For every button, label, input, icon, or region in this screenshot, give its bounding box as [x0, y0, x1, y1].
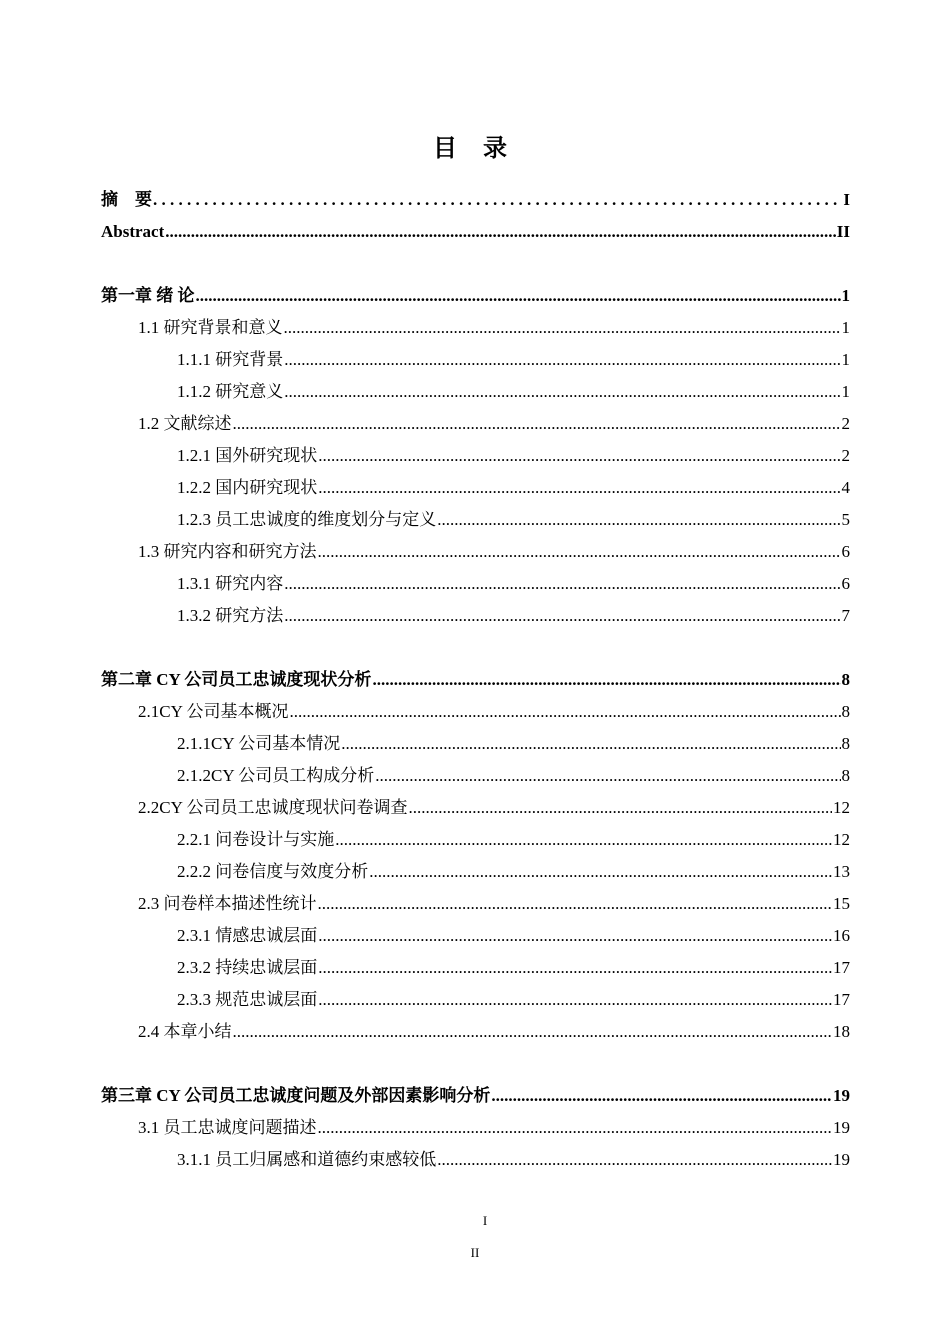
- toc-leader-dots: [335, 824, 832, 856]
- toc-leader-dots: [375, 760, 840, 792]
- toc-entry-chapter-3[interactable]: [101, 1080, 850, 1112]
- toc-entry-label: 3.1 员工忠诚度问题描述: [138, 1118, 317, 1137]
- toc-entry-2-3-1[interactable]: [101, 920, 850, 952]
- toc-entry-abstract-en[interactable]: [101, 216, 850, 248]
- toc-entry-label: 2.3.2 持续忠诚层面: [177, 958, 318, 977]
- page-number: I: [482, 1213, 488, 1228]
- toc-entry-page: 8: [841, 766, 850, 785]
- toc-entry-page: 1: [841, 286, 850, 305]
- toc-leader-dots: [437, 1144, 832, 1176]
- toc-entry-1-2-2[interactable]: [101, 472, 850, 504]
- toc-leader-dots: [284, 312, 841, 344]
- toc-entry-label: 2.1.1CY 公司基本情况: [177, 734, 341, 753]
- toc-entry-2-1[interactable]: [101, 696, 850, 728]
- toc-entry-label: 3.1.1 员工归属感和道德约束感较低: [177, 1150, 437, 1169]
- toc-entry-page: 5: [841, 510, 850, 529]
- toc-entry-page: I: [843, 190, 850, 209]
- toc-leader-dots: [165, 216, 836, 248]
- toc-entry-chapter-2[interactable]: [101, 664, 850, 696]
- toc-entry-1-3[interactable]: [101, 536, 850, 568]
- toc-entry-page: 1: [841, 318, 850, 337]
- toc-entry-2-2-2[interactable]: [101, 856, 850, 888]
- toc-entry-page: 19: [833, 1150, 850, 1169]
- toc-leader-dots: [491, 1080, 832, 1112]
- toc-entry-label: 2.1CY 公司基本概况: [138, 702, 289, 721]
- toc-leader-dots: [318, 952, 832, 984]
- toc-entry-label: 1.2.2 国内研究现状: [177, 478, 318, 497]
- toc-entry-1-1[interactable]: [101, 312, 850, 344]
- toc-entry-label: 1.1 研究背景和意义: [138, 318, 283, 337]
- toc-leader-dots: [284, 600, 840, 632]
- toc-leader-dots: [369, 856, 832, 888]
- toc-entry-2-2-1[interactable]: [101, 824, 850, 856]
- page-title: 目 录: [433, 136, 517, 162]
- toc-entry-page: 18: [833, 1022, 850, 1041]
- toc-entry-page: 1: [841, 350, 850, 369]
- toc-entry-label: 2.4 本章小结: [138, 1022, 232, 1041]
- toc-entry-page: 2: [841, 414, 850, 433]
- toc-entry-label: 2.3 问卷样本描述性统计: [138, 894, 317, 913]
- toc-entry-page: 6: [841, 542, 850, 561]
- toc-leader-dots: [341, 728, 840, 760]
- toc-entry-label: 2.3.3 规范忠诚层面: [177, 990, 318, 1009]
- toc-entry-page: 12: [833, 798, 850, 817]
- toc-leader-dots: [153, 184, 842, 216]
- toc-leader-dots: [372, 664, 840, 696]
- toc-entry-label: 摘 要: [101, 190, 152, 209]
- toc-entry-page: 16: [833, 926, 850, 945]
- toc-entry-3-1-1[interactable]: [101, 1144, 850, 1176]
- toc-entry-page: 15: [833, 894, 850, 913]
- toc-leader-dots: [318, 888, 833, 920]
- toc-entry-page: 8: [841, 702, 850, 721]
- toc-entry-page: 6: [841, 574, 850, 593]
- toc-entry-page: 19: [833, 1118, 850, 1137]
- toc-entry-label: Abstract: [101, 222, 165, 241]
- toc-entry-2-2[interactable]: [101, 792, 850, 824]
- toc-leader-dots: [318, 920, 832, 952]
- toc-entry-label: 1.2.3 员工忠诚度的维度划分与定义: [177, 510, 437, 529]
- toc-entry-2-4[interactable]: [101, 1016, 850, 1048]
- toc-entry-1-2-3[interactable]: [101, 504, 850, 536]
- toc-entry-label: 第二章 CY 公司员工忠诚度现状分析: [101, 670, 372, 689]
- toc-entry-label: 2.2.2 问卷信度与效度分析: [177, 862, 369, 881]
- toc-entry-label: 1.1.1 研究背景: [177, 350, 284, 369]
- toc-entry-page: 2: [841, 446, 850, 465]
- toc-leader-dots: [196, 280, 841, 312]
- toc-entry-label: 2.2CY 公司员工忠诚度现状问卷调查: [138, 798, 408, 817]
- toc-entry-abstract-cn[interactable]: [101, 184, 850, 216]
- toc-entry-page: 17: [833, 958, 850, 977]
- toc-leader-dots: [284, 568, 840, 600]
- toc-entry-2-3-2[interactable]: [101, 952, 850, 984]
- toc-entry-3-1[interactable]: [101, 1112, 850, 1144]
- toc-entry-label: 2.3.1 情感忠诚层面: [177, 926, 318, 945]
- toc-entry-page: 8: [841, 670, 850, 689]
- toc-entry-label: 1.3.2 研究方法: [177, 606, 284, 625]
- toc-leader-dots: [318, 440, 840, 472]
- toc-leader-dots: [233, 1016, 833, 1048]
- toc-entry-1-3-1[interactable]: [101, 568, 850, 600]
- page-number-secondary: II: [470, 1245, 480, 1260]
- toc-entry-label: 第三章 CY 公司员工忠诚度问题及外部因素影响分析: [101, 1086, 491, 1105]
- toc-entry-label: 2.1.2CY 公司员工构成分析: [177, 766, 375, 785]
- toc-entry-page: 19: [833, 1086, 850, 1105]
- toc-leader-dots: [408, 792, 832, 824]
- toc-entry-2-3[interactable]: [101, 888, 850, 920]
- toc-leader-dots: [318, 1112, 833, 1144]
- toc-leader-dots: [437, 504, 840, 536]
- toc-entry-2-1-2[interactable]: [101, 760, 850, 792]
- toc-leader-dots: [318, 472, 840, 504]
- toc-entry-label: 2.2.1 问卷设计与实施: [177, 830, 335, 849]
- toc-entry-page: 12: [833, 830, 850, 849]
- toc-entry-label: 第一章 绪 论: [101, 286, 195, 305]
- toc-entry-page: 8: [841, 734, 850, 753]
- toc-entry-page: 1: [841, 382, 850, 401]
- toc-entry-1-3-2[interactable]: [101, 600, 850, 632]
- toc-entry-page: 17: [833, 990, 850, 1009]
- toc-entry-label: 1.1.2 研究意义: [177, 382, 284, 401]
- toc-leader-dots: [318, 984, 832, 1016]
- toc-entry-label: 1.3.1 研究内容: [177, 574, 284, 593]
- toc-entry-page: 7: [841, 606, 850, 625]
- toc-entry-1-1-1[interactable]: [101, 344, 850, 376]
- toc-entry-label: 1.2 文献综述: [138, 414, 232, 433]
- toc-leader-dots: [233, 408, 841, 440]
- toc-leader-dots: [318, 536, 841, 568]
- toc-entry-label: 1.2.1 国外研究现状: [177, 446, 318, 465]
- toc-entry-2-1-1[interactable]: [101, 728, 850, 760]
- toc-entry-page: 4: [841, 478, 850, 497]
- toc-entry-1-2-1[interactable]: [101, 440, 850, 472]
- toc-leader-dots: [284, 344, 840, 376]
- toc-entry-label: 1.3 研究内容和研究方法: [138, 542, 317, 561]
- toc-entry-chapter-1[interactable]: [101, 280, 850, 312]
- toc-entry-page: II: [836, 222, 850, 241]
- toc-entry-1-1-2[interactable]: [101, 376, 850, 408]
- toc-leader-dots: [290, 696, 841, 728]
- toc-entry-1-2[interactable]: [101, 408, 850, 440]
- toc-leader-dots: [284, 376, 840, 408]
- toc-entry-page: 13: [833, 862, 850, 881]
- toc-entry-2-3-3[interactable]: [101, 984, 850, 1016]
